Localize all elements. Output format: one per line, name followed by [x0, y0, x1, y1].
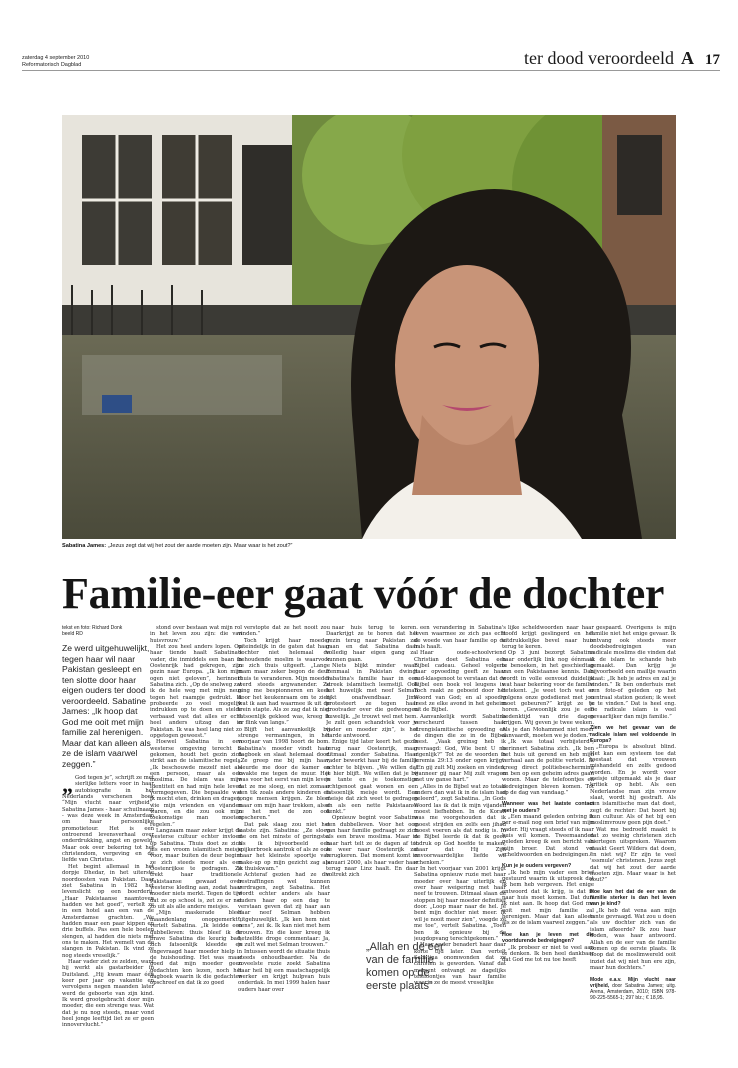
article-column-2 — [150, 625, 242, 1035]
pull-quote: „Allah en de eer van de familie komen op de eerste plaats” — [366, 941, 444, 992]
body-paragraph: „Ik heb dat vena aan mijn tante gevraagd. Wat zou u doen als uw dochter zich van de islam afkeerde? Ik zou haar doden, was haar antwoord. Allah en de eer van de familie komen op de eerste plaats. Ik hoop dat de moslimwereld ooit inziet dat wij niet hun ere zijn, maar hun dochters.” — [590, 907, 676, 971]
body-paragraph: lijke scheldwoorden naar haar hoofd krijgt geslingerd en het uitdrukkelijke bevel naar huis terug te keren. — [502, 625, 594, 651]
body-paragraph: Op 3 juni bezorgt Sabatina haar onderlijk link nog éénmaal te benoeken, in het geschiedtag van een Pakistaanse kennis. Dan wordt in volle eenvoud duidelijk wat haar bekering voor de familie betekent. „Je weet toch wat er volgens onze godsdienst met jou moet gebeuren?” krijgt ze te horen. „Gewoonlijk zou je een bedenktijd van drie dagen krijgen. Wij geven je twee weken. Als je dan Mohammed niet meer aanvaardt, moeten we je doden.” — [502, 650, 594, 739]
section-title: ter dood veroordeeld — [524, 48, 674, 68]
body-paragraph: Haar oude-schoolvriend Christian doet Sabatina een Bijbel cadeau. Geheel volgens haar opvoeding geeft ze haar oud-klasgenoot te verstaan dat de Bijbel een boek vol leugens is. Toch raakt ze geboeid door het Woord van God; en al spoedig leest ze elke avond in het geheim uit de Bijbel. — [414, 650, 506, 714]
page-header-left — [22, 55, 89, 69]
interview-question: Kun je je ouders vergeven? — [502, 863, 572, 870]
article-column-1 — [62, 625, 154, 1035]
interview-question: Wanneer was het laatste contact met je ouders? — [502, 801, 594, 814]
body-paragraph: „Ik probeer er niet te veel aan te denken. Ik ben heel dankbaar dat God me tot nu toe heeft — [502, 944, 594, 964]
body-paragraph: Langzaam maar zeker krijgt de westerse cultuur echter invloed op Sabatina. Thuis doet ze zich als een vroom islamitisch meisje voor, maar buiten de deur begint ze zich steeds meer als een Oostenrijkse te gedragen. Ze trekt haar traditionele Pakistaanse gewaad over westerse kleding aan, zodat haar moeder niets merkt. Tegen de tijd dat ze op school is, zet ze er net zo uit als alle andere meisjes. — [150, 828, 242, 911]
body-paragraph: „Een maand geleden ontving ik per e-mail nog een brief van mijn vader. Hij vraagt steeds of ik naar huis wil komen. Tweemaanden geleden kreeg ik een bericht van mijn broer. Dat stond vol scheldwoorden en bedreigingen.” — [502, 813, 594, 859]
body-paragraph: stond over bestaan wat mijn rol in het leven zou zijn: die van huisvrouw.” — [150, 625, 242, 644]
body-paragraph: „Europa is absoluut blind. Het kan een systeem toe dat toestaat dat vrouwen mishandeld en zelfs gedood worden. En je wordt voor meisje uitgemaakt als je daar kritiek op hebt. Als een Nederlandse man zijn vrouw slaat, wordt hij gestraft. Als een islamitische man dat doet, zegt de rechter: Dat hoort bij hun cultuur. Als of het bij een moslimvrouw geen pijn doet.” — [590, 744, 676, 827]
byline-author: tekst en foto: Richard Donk — [62, 625, 123, 631]
body-paragraph: Het zou heel anders lopen. Op haar tiende haalt Sabatina's vader, die inmiddels een baan in Oostenrijk had gekregen, zijn gezin naar Europa. „Ik kon mijn ogen niet geloven”, herinnert Sabatina zich. „Op de snelweg zat ik de hele weg met mijn neus tegen het raampje gedrukt. Ik probeerde zo veel mogelijk indrukken op te doen en stelde verbaasd vast dat alles er echt heel anders uitzag dan in Pakistan. Ik was heel lang niet zo opgetogen geweest.” — [150, 644, 242, 739]
caption-name: Sabatina James: — [62, 543, 107, 549]
interview-question: Zien we het gevaar van de radicale islam wel voldoende in Europa? — [590, 725, 676, 744]
body-paragraph: verstopte dat ze het nooit zou vinden.” — [238, 625, 330, 638]
issue-date: zaterdag 4 september 2010 — [22, 55, 90, 61]
byline — [62, 625, 154, 637]
page-header-right — [524, 48, 720, 69]
body-paragraph: Hoewel Sabatina in een westerse omgeving terecht is gekomen, houdt het gezin zich strikt aan de islamitische regels. „Ik beschouwde mezelf niet als een persoon, maar als een moslima. De islam was mijn identiteit en had mijn hele leven vormgegeven. Die bepaalde wat ik mocht eten, drinken en dragen, wie mijn vrienden en vijanden waren, en die zou ook mijn toekomstige man moeten regelen.” — [150, 739, 242, 828]
drop-cap: „ — [62, 772, 73, 797]
article-headline: Familie-eer gaat vóór de dochter — [62, 569, 665, 618]
body-paragraph: naar huis terug te keren. Daarkrijgt ze te horen dat het gezin terug naar Pakistan zal gaan en dat Sabatina daar volledig haar eigen gang zal kunnen gaan. — [326, 625, 418, 663]
portrait-photo — [62, 115, 676, 539]
book-details: door Sabatina James; uitg. Arena, Amsterdam, 2010; ISBN 978-90-225-5565-1; 297 blz.; € 18,95. — [590, 983, 676, 1002]
body-paragraph: Aanvankelijk wordt Sabatina verscheurd tussen haar strengislamitische opvoeding en de dingen die ze in de Bijbel leest. „Vaak greinsg heb ik gevraagd: God, Wie bent U nu eigenlijk?” Tot ze de woorden in Jeremia 29:13 onder ogen krijgt: „En gij zult Mij zoeken en vinden, wanneer gij naar Mij zult vragen met uw ganse hart.” — [414, 713, 506, 784]
body-paragraph: Wat me bedroefd maakt is dat zo weinig christenen zich hiertegen uitspreken. Waarom maakt Geert Wilders dat doen, en niet wij? Er zijn te veel 'sssmule' christenen. Jezus zegt dat wij het zout der aarde moeten zijn. Maar waar is het zout?” — [590, 826, 676, 884]
book-info — [590, 977, 676, 1001]
body-paragraph: Het begint allemaal in het dorpje Dhedar, in het uiterste noordoosten van Pakistan. Daar ziet Sabatina in 1982 het levenslicht op een boerderij. „Haar Pakistaanse naamtoven hadden we het goed”, vertelt ze in een hotel aan een van de Amsterdamse grachten. „We hadden maar een paar kippen en drie buffels. Pas een hele boelen slengen, al hadden die niets met ons te maken. Het wemelt van de slangen in Pakistan. Ik vind ze nog steeds vreselijk.” — [62, 863, 154, 959]
body-paragraph: „Alles in de Bijbel wat zo totaal anders dan wat ik in de islam had geleerd”, zegt Sabatina. „In Gods Woord las ik dat ik mijn vijanden moest liefhebben. In de Koran was me voorgehouden dat ik moest strijden en zelfs een jihad moest voeren als dat nodig is. In de Bijbel leerde ik dat ik geen indruk op God hoefde te maken, maar dat Hij Zijn onvoorwaardelijke liefde wil schenken.” — [414, 783, 506, 866]
byline-photo: beeld RD — [62, 631, 83, 637]
body-paragraph: „Ik was totaal verbijsterd”, herinnert Sabatina zich. „Ik ben het huis uit gerend en heb mijn verhaal aan de politie verteld. Ik kreeg direct politiebescherming en ben op een geheim adres gaan wonen. Maar de telefoontjes en bedreigingen bleven komen. Tot op de dag van vandaag.” — [502, 739, 594, 796]
body-paragraph: „Ik heb mijn vader een brief gestuurd waarin ik uitspreek dat ik hem heb vergeven. Het enige antwoord dat ik krijg, is dat ik naar huis moet komen. Dat durf ik niet aan. Ik hoop dat God me ooit met mijn familie zal herenigen. Maar dat kan alleen als ze de islam vaarwel zeggen.” — [502, 869, 594, 927]
body-paragraph: Niets blijkt minder waar. Eenmaal in Pakistan dwingt Sabatina's familie haar in een streek islamitisch leemstijl. Ook het huwelijk met neef Selman lijkt onafwendbaar. Jims protesteert ze tegen haar grootvader over die gedwongen huwelijk. „Je trouwt wel met hem. Je zult geen schandvlek voor je vader en moeder zijn”, is het harde antwoord. — [326, 663, 418, 739]
body-paragraph: een verandering in Sabatina's leven waarmee ze zich pas echt de woede van haar familie op de hals haalt. — [414, 625, 506, 651]
body-paragraph: Intussen wordt de situatie thuis steeds onhoudbaarder. Na de zoveelste ruzie zoekt Sabatina haar heil bij een maatschappelijk werker en krijgt hulpvan huis onderdak. In mei 1999 halen haar ouders haar over — [238, 948, 330, 993]
body-paragraph: „Mijn maskerade bleef maandenlang onopgemerkt”, vertelt Sabatina. „Ik leidde een dubbelleven: thuis bleef ik de brave Sabatina die keurig bad, zich fatsoenlijk kleedde en ongevraagd haar moeder hielp in de huishouding. Het was maar goed dat mijn moeder geen gedachten kon lezen, noch het dagboek waarin ik die gedachten opschreef en dat ik zo goed — [150, 910, 242, 987]
interview-question: Hoe kan het dat de eer van de familie sterker is dan het leven van je kind? — [590, 888, 676, 908]
body-paragraph: In het voorjaar van 2001 krijgt Sabatina opnieuw ruzie met haar moeder over haar uiterlijk en over haar weigering met haar neef te trouwen. Ditmaal slaan de stoppen bij haar moeder definitief door. „Loop maar naar de hel. Je bent mijn dochter niet meer. Ik wil je nooit meer zien”, voegde ze me toe”, vertelt Sabatina. „Toen ben ik opnieuw bij de jeugdopvang terechtgekomen.” — [414, 866, 506, 942]
body-paragraph: Haar vader ziet ze zelden, want hij werkt als gastarbeider in Duitsland. „Hij kwam maar één keer per jaar op vakantie en vervolgens negen maanden later werd de geboorte van zijn kind. Ik werd grootgebracht door mijn moeder, die een strenge was. Wat dat je nu nog steeds, maar vond heel jonge leeftijd liet ze er geen innovervlucht.” — [62, 958, 154, 1029]
body-paragraph: Enige tijd later keert het gezin terug naar Oostenrijk, maar ditmaal zonder Sabatina. Haar vader bewerkt haar bij de familie achter te blijven. „We willen dat je hier blijft. We willen dat je bij je tante en je toekomstige echtgenoot gaat wonen en een fatsoenlijk meisje wordt. Een meisje dat zich weet te gedragen en als een nette Pakistaanse denkt.” — [326, 739, 418, 815]
body-paragraph — [62, 772, 154, 864]
interview-question: Hoe kan je leven met die voortdurende bedreigingen? — [502, 931, 594, 945]
body-paragraph: Blijft het aanvankelijk bij strenge vermaningen, in het voorjaar van 1998 hoort de bom. Sabatina's moeder vindt haar dagboek en slaat helemaal door. „Ze greep me bij mijn haar, sleurde me door de kamer en kwakte me tegen de muur. Het was voor het eerst van mijn leven dat ze me sloeg, en niet zomaar een tik zoals andere kinderen en jonge mensen krijgen. Ze bleef maar om mijn haar trekken, alsof ze het met de zon ook opscheren.” — [238, 726, 330, 822]
article-column-6 — [502, 625, 594, 1035]
body-paragraph: gespaard. Overigens is mijn familie niet het enige gevaar. Ik ontvang ook steeds meer doodsbedreigingen van radicale moslims die vinden dat ik de islam te schande heb gemaakt. Dan krijg je bijvoorbeeld een mailtje waarin staat: „Ik heb je adres en zal je vinden.” Ik ben onderhuis met een foto-of geleden op het centraal station gezien; ik weet je te vinden.” Dat is heel eng. De radicale islam is veel gevaarlijker dan mijn familie.” — [590, 625, 676, 720]
body-paragraph: Toch krijgt haar moeder uiteindelijk in de gaten dat haar dochter niet helemaal de behoudende moslim is waarvoor ze zich thuis uitgeeft. „Lange mam maar zeker begon de deur thuis te veranderen. Mijn moeder werd steeds argwanender. Ze ging me bespionneren en keek door het keukenraam om te zien wat ik aan had waarmee ik uit de trein stapte. Als ze zag dat ik niet fatsoenlijk gekleed was, kreeg ik er flink van langs.” — [238, 637, 330, 727]
section-letter: A — [681, 48, 694, 68]
article-intro: Ze werd uitgehuwelijkt, tegen haar wil naar Pakistan gesleept en ten slotte door haar eigen ouders ter dood veroordeeld. Sabatine James: „Ik hoop dat God me ooit met mijn familie zal herenigen. Maar dat kan alleen als ze de islam vaarwel zeggen.” — [62, 643, 151, 769]
body-paragraph: Achteraf gezien had ze die bestraffingen wel kunnen verdragen, zegt Sabatina. Het wordt echter anders als haar ouders haar op een dag te verstaan geven dat zij haar aan haar neef Selman hebben uitgehuwelijkt. „Ik ken hem niet eens”, zei ik. Ik kan niet met hem trouwen. En die keer kreeg ik hetzelfde droge commentaar: Ja, je zult wel met Selman trouwen.” — [238, 872, 330, 949]
book-title: Mode e.a.v. Mijn vlucht naar vrijheid, — [590, 977, 676, 990]
article-column-3 — [238, 625, 330, 1035]
body-paragraph: Opnieuw begint voor Sabatina een dubbelleven. Voor het oog van haar familie gedraagt ze zich als een brave moslima. Maar in haar hart telt ze de dagen af tot ze weer naar Oostenrijk zal terugkeren. Dat moment komt in januari 2000, als haar vader haar terug naar Linz haalt. En daar voltrekt zich — [326, 815, 418, 879]
page-number: 17 — [705, 52, 720, 68]
caption-text: „Jezus zegt dat wij het zout der aarde moeten zijn. Maar waar is het zout?” — [106, 543, 293, 549]
body-paragraph: Dat pak slaag zou niet het laatste zijn. Sabatina: „Ze sloeg me om het minste of geringste: als ik bijvoorbeeld een spijkerbroek aantrok of als ze ook maar het kleinste spoortje van make-up op mijn gezicht zag als ik thuiskwam.” — [238, 821, 330, 873]
body-text: God tegen je”, schrijft ze met sierlijke letters voor in haar autobiografie in het Nederlands verschenen boek “Mijn vlucht naar vrijheid”. Sabatina James - haar schuilnaam - was deze week in Amsterdam om haar persoonlijke promotietour. Het is een ontroerend levensverhaal over onderdrukking, angst en geweld. Maar ook over bekering tot het christendom, vergeving en de liefde van Christus. — [62, 775, 154, 864]
photo-caption — [62, 543, 292, 549]
article-column-7 — [590, 625, 676, 1035]
article-body — [62, 625, 676, 1035]
header-rule — [22, 70, 720, 71]
body-paragraph: Haar vader benadert haar daar korte tijd later. Dan vertelt Sabatina onomwonden dat ze christen is geworden. Vanaf dat moment ontvangt ze dagelijks telefoontjes van haar familie waarin ze de meest vreselijke — [414, 942, 506, 987]
newspaper-name: Reformatorisch Dagblad — [22, 62, 82, 68]
